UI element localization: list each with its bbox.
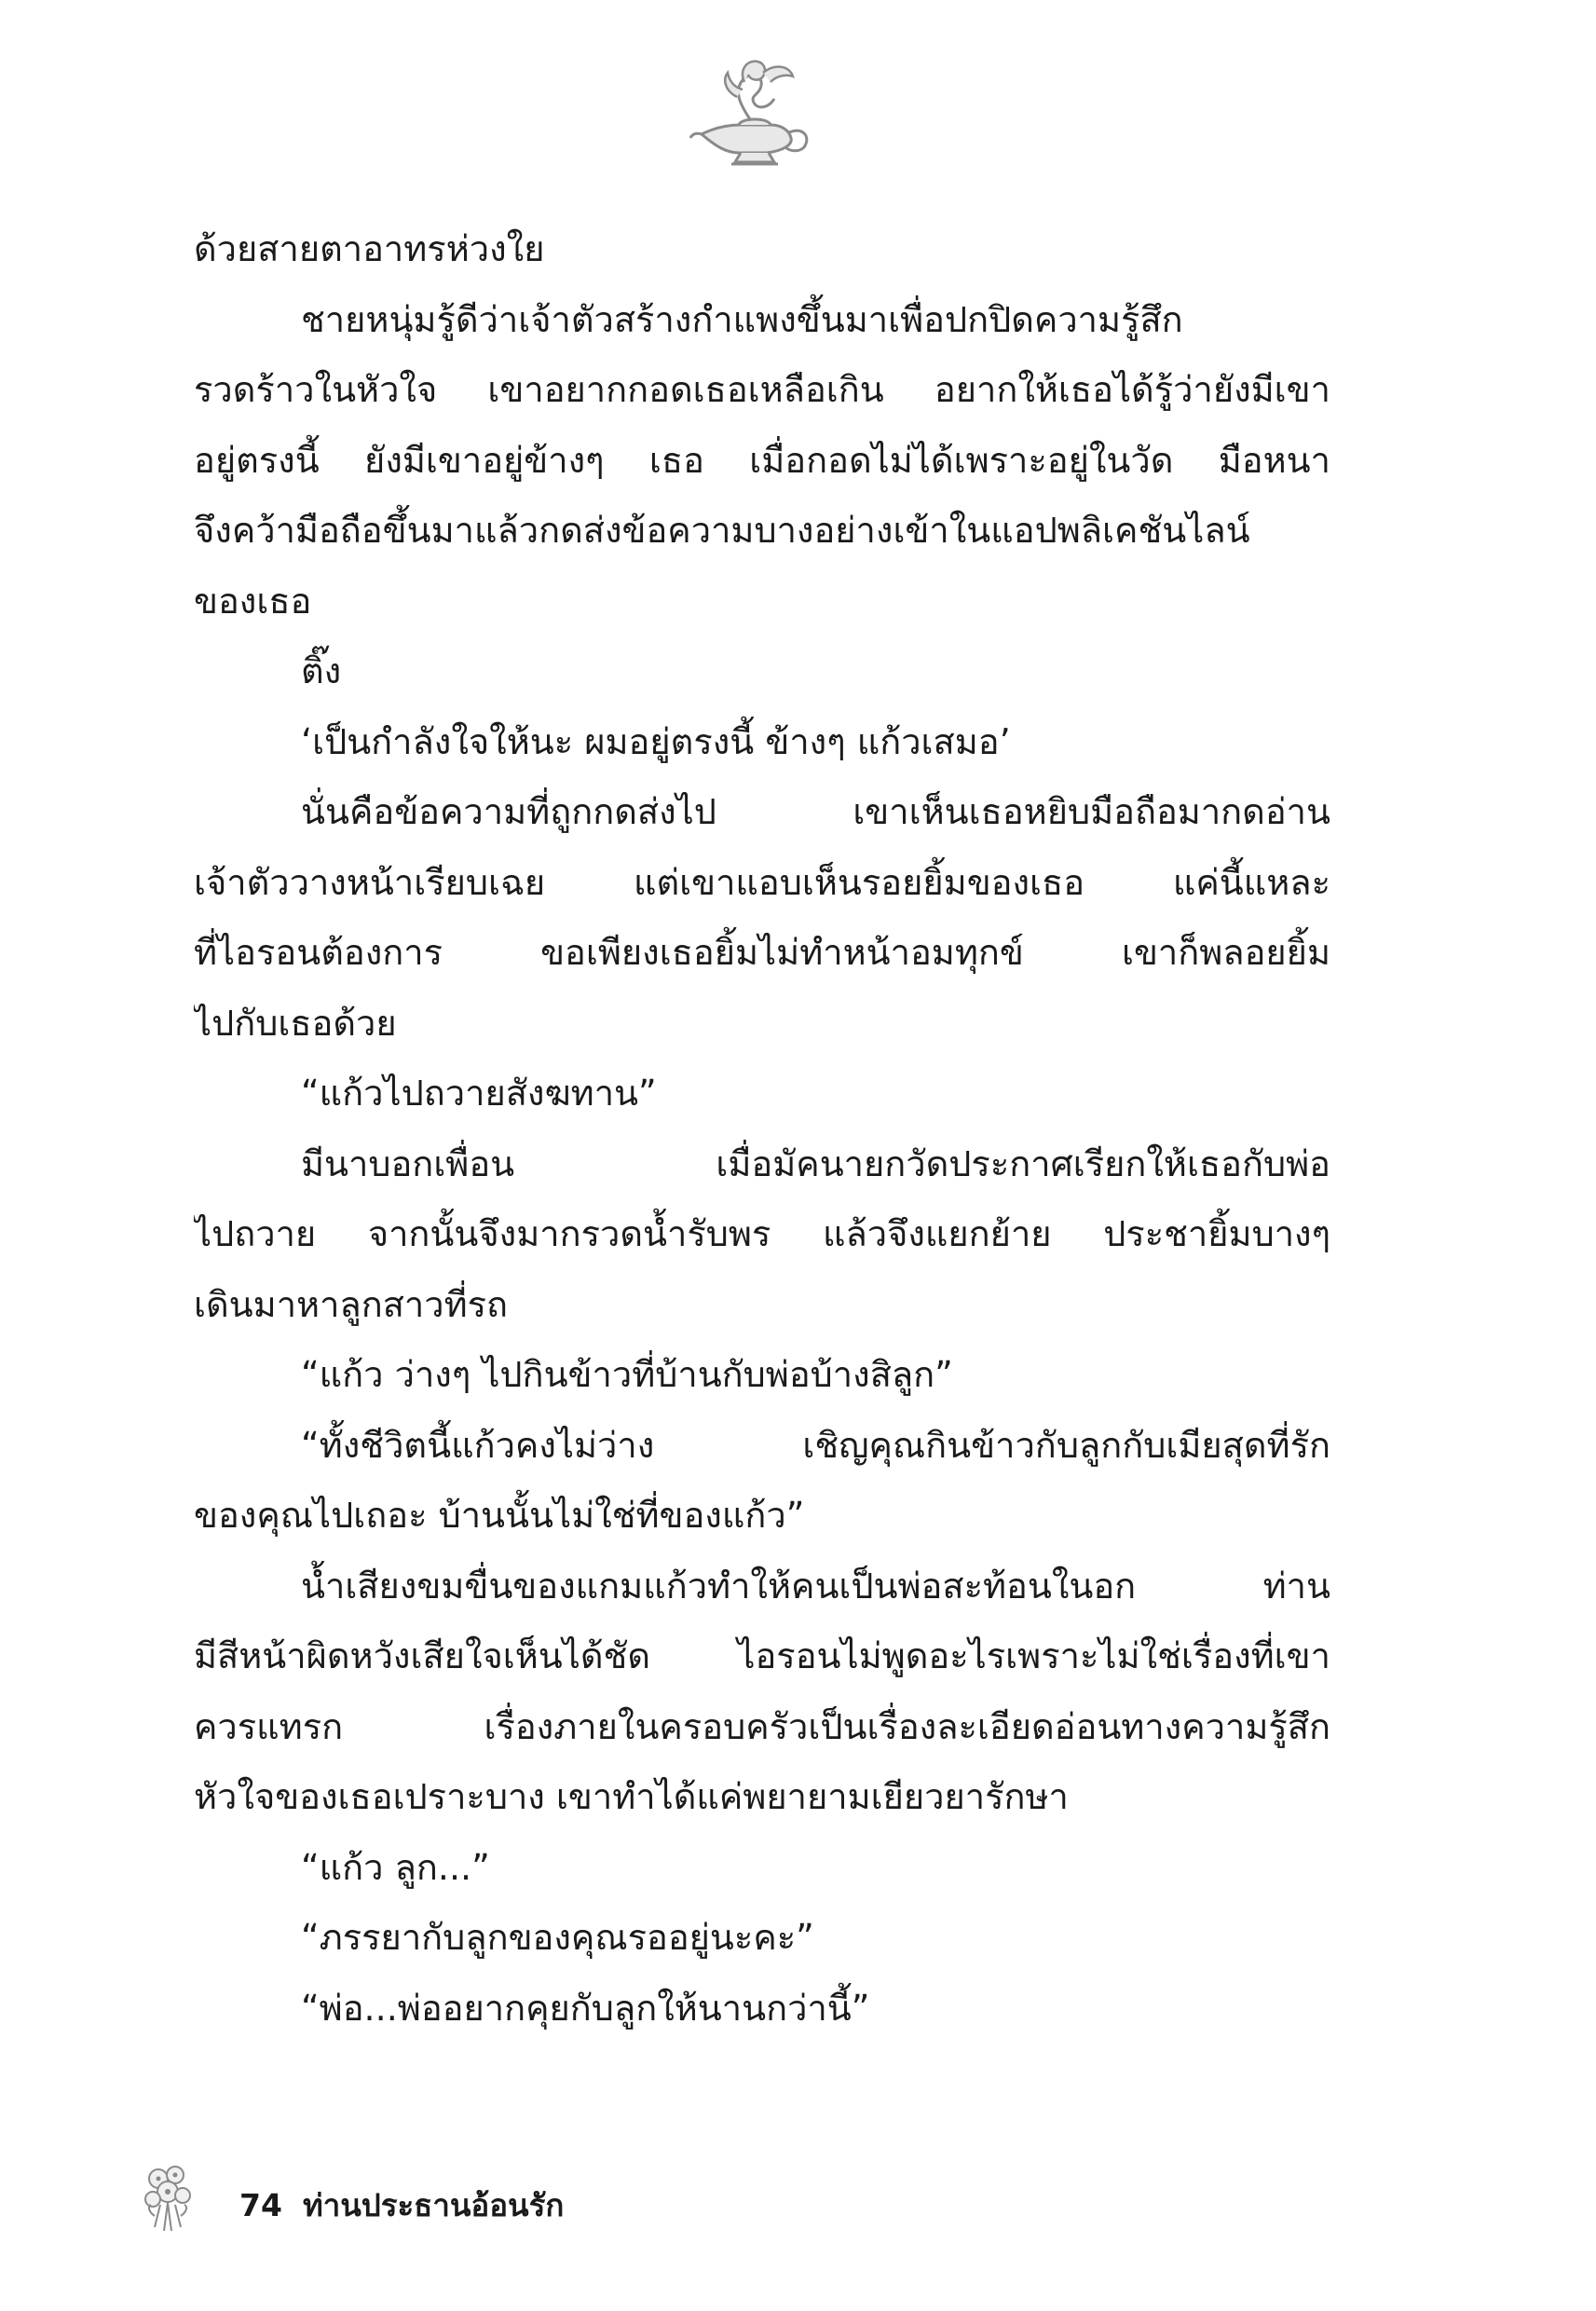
text-line: “แก้ว ว่างๆ ไปกินข้าวที่บ้านกับพ่อบ้างสิลูก” [301,1354,953,1395]
text-line: ของเธอ [194,580,312,622]
text-line: มีนาบอกเพื่อน เมื่อมัคนายกวัดประกาศเรียกให้เธอกับพ่อ [301,1142,1330,1184]
text-line: ไปถวาย จากนั้นจึงมากรวดน้ำรับพร แล้วจึงแยกย้าย ประชายิ้มบางๆ [194,1213,1330,1254]
book-title: ท่านประธานอ้อนรัก [302,2187,565,2223]
text-line: น้ำเสียงขมขื่นของแกมแก้วทำให้คนเป็นพ่อสะท้อนในอก ท่าน [301,1565,1330,1607]
text-line: ควรแทรก เรื่องภายในครอบครัวเป็นเรื่องละเอียดอ่อนทางความรู้สึก [194,1705,1330,1747]
text-line: ของคุณไปเถอะ บ้านนั้นไม่ใช่ที่ของแก้ว” [194,1495,805,1536]
text-line: ชายหนุ่มรู้ดีว่าเจ้าตัวสร้างกำแพงขึ้นมาเพื่อปกปิดความรู้สึก [301,298,1183,340]
text-line: “พ่อ...พ่ออยากคุยกับลูกให้นานกว่านี้” [301,1987,870,2029]
text-line: รวดร้าวในหัวใจ เขาอยากกอดเธอเหลือเกิน อยากให้เธอได้รู้ว่ายังมีเขา [194,369,1330,410]
body-text [194,214,1330,2044]
text-line: นั่นคือข้อความที่ถูกกดส่งไป เขาเห็นเธอหยิบมือถือมากดอ่าน [301,791,1330,832]
text-line: ด้วยสายตาอาทรห่วงใย [194,228,545,269]
text-line: ติ๊ง [301,650,342,691]
flower-bouquet-icon [140,2162,198,2235]
text-line: ไปกับเธอด้วย [194,1002,397,1044]
page-number: 74 [239,2187,282,2223]
text-line: มีสีหน้าผิดหวังเสียใจเห็นได้ชัด ไอรอนไม่พูดอะไรเพราะไม่ใช่เรื่องที่เขา [194,1635,1330,1676]
text-line: ‘เป็นกำลังใจให้นะ ผมอยู่ตรงนี้ ข้างๆ แก้วเสมอ’ [301,720,1011,762]
text-line: “ภรรยากับลูกของคุณรออยู่นะคะ” [301,1917,814,1958]
page-footer [140,2162,699,2236]
text-line: ที่ไอรอนต้องการ ขอเพียงเธอยิ้มไม่ทำหน้าอมทุกข์ เขาก็พลอยยิ้ม [194,932,1330,973]
text-line: อยู่ตรงนี้ ยังมีเขาอยู่ข้างๆ เธอ เมื่อกอดไม่ได้เพราะอยู่ในวัด มือหนา [194,439,1330,481]
text-line: “แก้วไปถวายสังฆทาน” [301,1073,657,1114]
text-line: จึงคว้ามือถือขึ้นมาแล้วกดส่งข้อความบางอย่างเข้าในแอปพลิเคชันไลน์ [194,510,1250,551]
text-line: เจ้าตัววางหน้าเรียบเฉย แต่เขาแอบเห็นรอยยิ้มของเธอ แค่นี้แหละ [194,861,1330,903]
footer-text [239,2181,564,2230]
text-line: เดินมาหาลูกสาวที่รถ [194,1283,509,1325]
text-line: “แก้ว ลูก...” [301,1846,490,1888]
magic-lamp-genie-icon [685,54,815,171]
text-line: “ทั้งชีวิตนี้แก้วคงไม่ว่าง เชิญคุณกินข้าวกับลูกกับเมียสุดที่รัก [301,1424,1330,1466]
text-line: หัวใจของเธอเปราะบาง เขาทำได้แค่พยายามเยียวยารักษา [194,1776,1069,1817]
